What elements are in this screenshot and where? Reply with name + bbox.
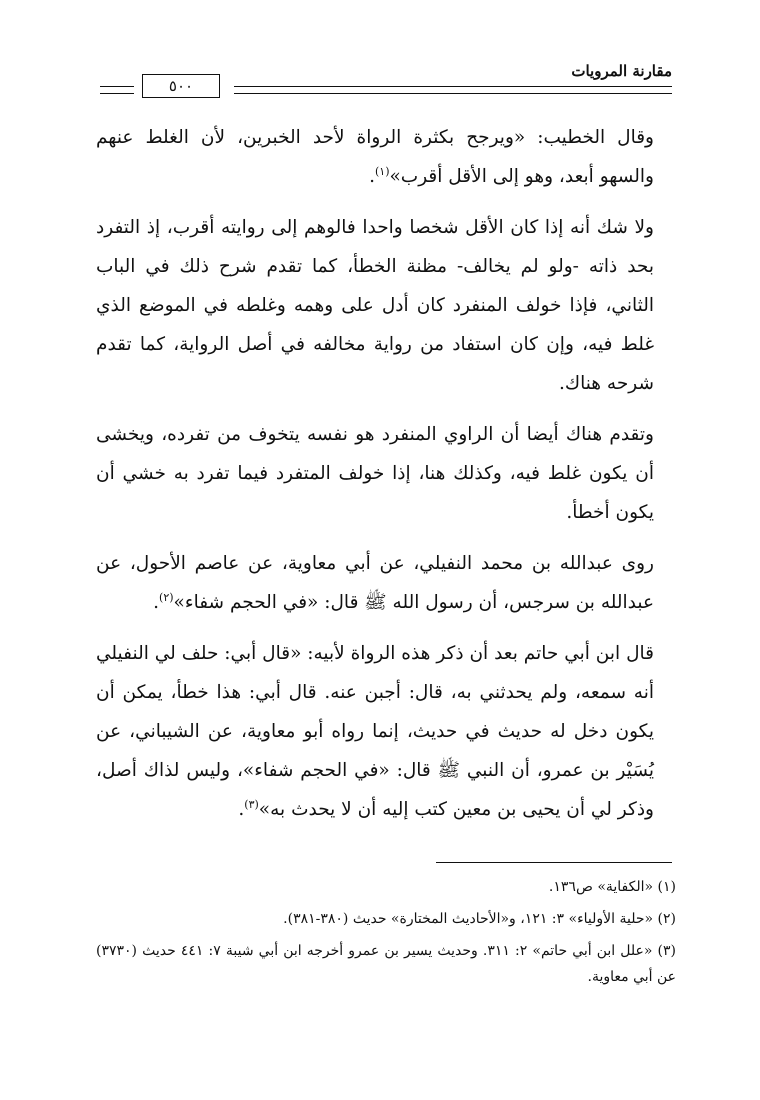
paragraph-text: روى عبدالله بن محمد النفيلي، عن أبي معاوية، عن عاصم الأحول، عن عبدالله بن سرجس، أن رسول الله ﷺ قال: «في الحجم شفاء»: [96, 553, 654, 613]
paragraph-tail: .: [238, 799, 245, 820]
footnote-3: (٣) «علل ابن أبي حاتم» ٢: ٣١١. وحديث يسير بن عمرو أخرجه ابن أبي شيبة ٧: ٤٤١ حديث (٣٧٣٠) عن أبي معاوية.: [96, 943, 677, 985]
footnote-ref[interactable]: (١): [374, 164, 390, 178]
paragraph-text: ولا شك أنه إذا كان الأقل شخصا واحدا فالوهم إلى روايته أقرب، إذ التفرد بحد ذاته -ولو لم يخالف- مظنة الخطأ، كما تقدم شرح ذلك في الباب الثاني، فإذا خولف المنفرد كان أدل على وهمه وغلطه في الموضع الذي غلط فيه، وإن كان استفاد من رواية مخالفه في أصل الرواية، كما تقدم شرحه هناك.: [96, 217, 654, 394]
page-number: ٥٠٠: [142, 74, 220, 98]
footnote-2: (٢) «حلية الأولياء» ٣: ١٢١، و«الأحاديث المختارة» حديث (٣٨٠-٣٨١).: [283, 911, 676, 927]
paragraph-4: [96, 544, 676, 622]
paragraph-tail: .: [153, 592, 160, 613]
paragraph-3: [96, 415, 676, 532]
footnote-separator: [436, 862, 672, 863]
paragraph-text: وقال الخطيب: «ويرجح بكثرة الرواة لأحد الخبرين، لأن الغلط عنهم والسهو أبعد، وهو إلى الأقل أقرب»: [96, 127, 654, 187]
paragraph-1: [96, 118, 676, 196]
main-text: [96, 118, 676, 841]
header-rule-top: [234, 86, 672, 87]
footnote-ref[interactable]: (٣): [244, 797, 259, 811]
footnotes: [96, 874, 676, 996]
footnote-ref[interactable]: (٢): [159, 590, 174, 604]
header-rule-left-top: [100, 86, 134, 87]
header-rule-bottom: [234, 93, 672, 94]
paragraph-tail: .: [369, 166, 375, 187]
paragraph-2: [96, 208, 676, 403]
paragraph-text: قال ابن أبي حاتم بعد أن ذكر هذه الرواة لأبيه: «قال أبي: حلف لي النفيلي أنه سمعه، ولم يحدثني به، قال: أجبن عنه. قال أبي: هذا خطأ، يمكن أن يكون دخل له حديث في حديث، إنما رواه أبو معاوية، عن الشيباني، عن يُسَيْر بن عمرو، أن النبي ﷺ قال: «في الحجم شفاء»، وليس لذاك أصل، وذكر لي أن يحيى بن معين كتب إليه أن لا يحدث به»: [96, 643, 654, 820]
paragraph-5: [96, 634, 676, 829]
footnote-1: (١) «الكفاية» ص١٣٦.: [548, 879, 676, 895]
running-title: مقارنة المرويات: [571, 62, 672, 80]
paragraph-text: وتقدم هناك أيضا أن الراوي المنفرد هو نفسه يتخوف من تفرده، ويخشى أن يكون غلط فيه، وكذلك هنا، إذا خولف المتفرد فيما تفرد به خشي أن يكون أخطأ.: [96, 424, 654, 523]
header-rule-left-bottom: [100, 93, 134, 94]
page-header: [100, 62, 672, 102]
